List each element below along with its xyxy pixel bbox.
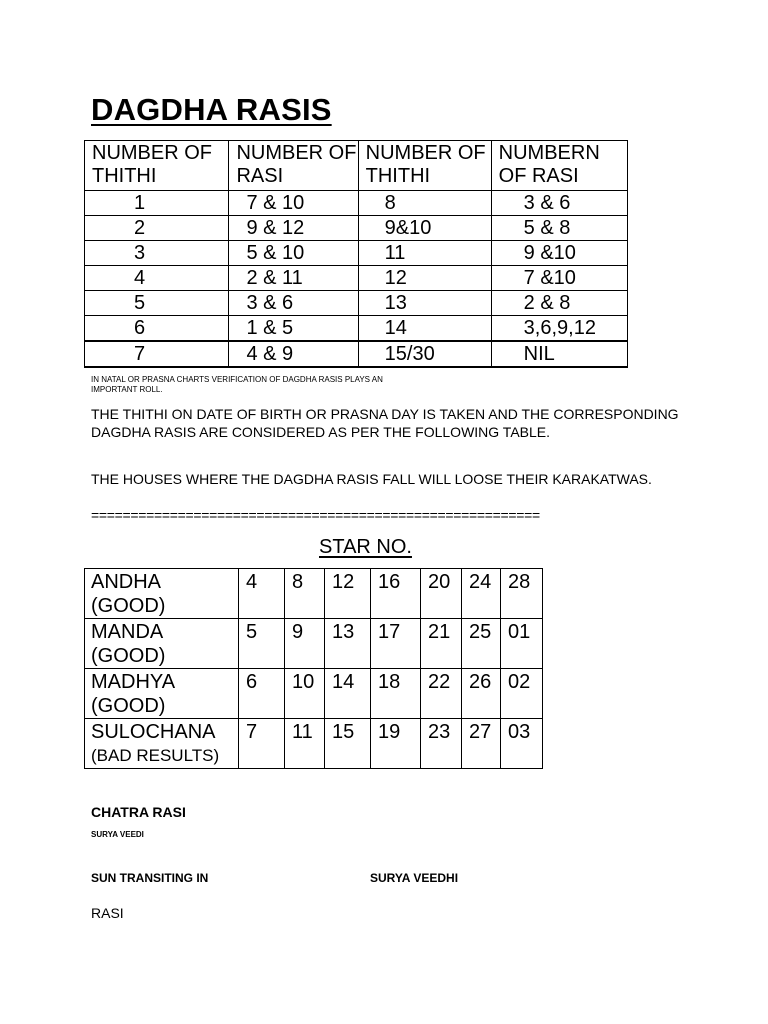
table-row (85, 291, 628, 316)
table-cell: 4 (239, 569, 285, 619)
header-cell: NUMBER OF THITHI (85, 141, 229, 191)
table-row (85, 316, 628, 342)
table-cell: 2 & 8 (491, 291, 627, 316)
table-cell: 15 (325, 719, 371, 769)
table-cell: 18 (371, 669, 421, 719)
table-cell: 1 (85, 191, 229, 216)
table-cell: 5 & 8 (491, 216, 627, 241)
table-cell: 9&10 (358, 216, 491, 241)
table-cell: 9 &10 (491, 241, 627, 266)
table-cell: 13 (358, 291, 491, 316)
table-cell: 7 & 10 (229, 191, 358, 216)
star-table (84, 568, 543, 769)
table-cell: 8 (285, 569, 325, 619)
table-cell: 11 (285, 719, 325, 769)
table-cell: 8 (358, 191, 491, 216)
table-cell: 7 &10 (491, 266, 627, 291)
table-cell: 19 (371, 719, 421, 769)
surya-veedi-subheading: SURYA VEEDI (91, 830, 144, 839)
page-title: DAGDHA RASIS (91, 92, 332, 127)
chatra-rasi-heading: CHATRA RASI (91, 804, 186, 820)
table-cell: 20 (421, 569, 462, 619)
table-cell: 7 (85, 341, 229, 367)
table-row (85, 341, 628, 367)
table-row (85, 241, 628, 266)
table-cell: 16 (371, 569, 421, 619)
table-cell: 27 (462, 719, 501, 769)
table-cell: 9 (285, 619, 325, 669)
star-name-cell: SULOCHANA (BAD RESULTS) (85, 719, 239, 769)
table-cell: 5 (85, 291, 229, 316)
star-name-cell: MANDA (GOOD) (85, 619, 239, 669)
table-cell: 5 (239, 619, 285, 669)
table-cell: 3 (85, 241, 229, 266)
table-cell: 25 (462, 619, 501, 669)
houses-paragraph: THE HOUSES WHERE THE DAGDHA RASIS FALL WILL LOOSE THEIR KARAKATWAS. (91, 471, 652, 487)
table-row (85, 669, 543, 719)
rasi-label: RASI (91, 905, 124, 921)
table-cell: 12 (325, 569, 371, 619)
table-cell: 26 (462, 669, 501, 719)
table-cell: 3,6,9,12 (491, 316, 627, 342)
table-cell: 12 (358, 266, 491, 291)
table-cell: 15/30 (358, 341, 491, 367)
table-cell: NIL (491, 341, 627, 367)
header-cell: NUMBER OF THITHI (358, 141, 491, 191)
table-cell: 14 (325, 669, 371, 719)
dagdha-rasis-table (84, 140, 628, 368)
table-cell: 21 (421, 619, 462, 669)
table-row (85, 619, 543, 669)
sun-transiting-label: SUN TRANSITING IN (91, 871, 209, 885)
table-cell: 6 (85, 316, 229, 342)
surya-veedhi-label: SURYA VEEDHI (370, 871, 459, 885)
star-name-cell: MADHYA (GOOD) (85, 669, 239, 719)
table-cell: 7 (239, 719, 285, 769)
table-cell: 24 (462, 569, 501, 619)
table-cell: 13 (325, 619, 371, 669)
table-cell: 5 & 10 (229, 241, 358, 266)
table-cell: 4 (85, 266, 229, 291)
table-row (85, 266, 628, 291)
table-cell: 6 (239, 669, 285, 719)
table-cell: 28 (501, 569, 543, 619)
table-cell: 9 & 12 (229, 216, 358, 241)
table-cell: 22 (421, 669, 462, 719)
table-cell: 3 & 6 (491, 191, 627, 216)
table-cell: 02 (501, 669, 543, 719)
star-name-cell: ANDHA (GOOD) (85, 569, 239, 619)
table-cell: 1 & 5 (229, 316, 358, 342)
table-cell: 3 & 6 (229, 291, 358, 316)
star-no-heading: STAR NO. (319, 536, 412, 558)
table-cell: 03 (501, 719, 543, 769)
thithi-paragraph: THE THITHI ON DATE OF BIRTH OR PRASNA DAY IS TAKEN AND THE CORRESPONDING DAGDHA RASIS ARE CONSIDERED AS PER THE FOLLOWING TABLE. (91, 406, 679, 440)
table-row (85, 569, 543, 619)
table-row (85, 216, 628, 241)
header-cell: NUMBER OF RASI (229, 141, 358, 191)
table-cell: 23 (421, 719, 462, 769)
table-cell: 01 (501, 619, 543, 669)
table-cell: 17 (371, 619, 421, 669)
table-cell: 14 (358, 316, 491, 342)
table-row (85, 719, 543, 769)
table-cell: 4 & 9 (229, 341, 358, 367)
table-cell: 10 (285, 669, 325, 719)
table-row (85, 191, 628, 216)
table-cell: 11 (358, 241, 491, 266)
natal-note: IN NATAL OR PRASNA CHARTS VERIFICATION OF DAGDHA RASIS PLAYS AN IMPORTANT ROLL. (91, 375, 383, 394)
separator-line: ========================================================= (91, 507, 540, 523)
table-header-row (85, 141, 628, 191)
table-cell: 2 & 11 (229, 266, 358, 291)
header-cell: NUMBERN OF RASI (491, 141, 627, 191)
table-cell: 2 (85, 216, 229, 241)
